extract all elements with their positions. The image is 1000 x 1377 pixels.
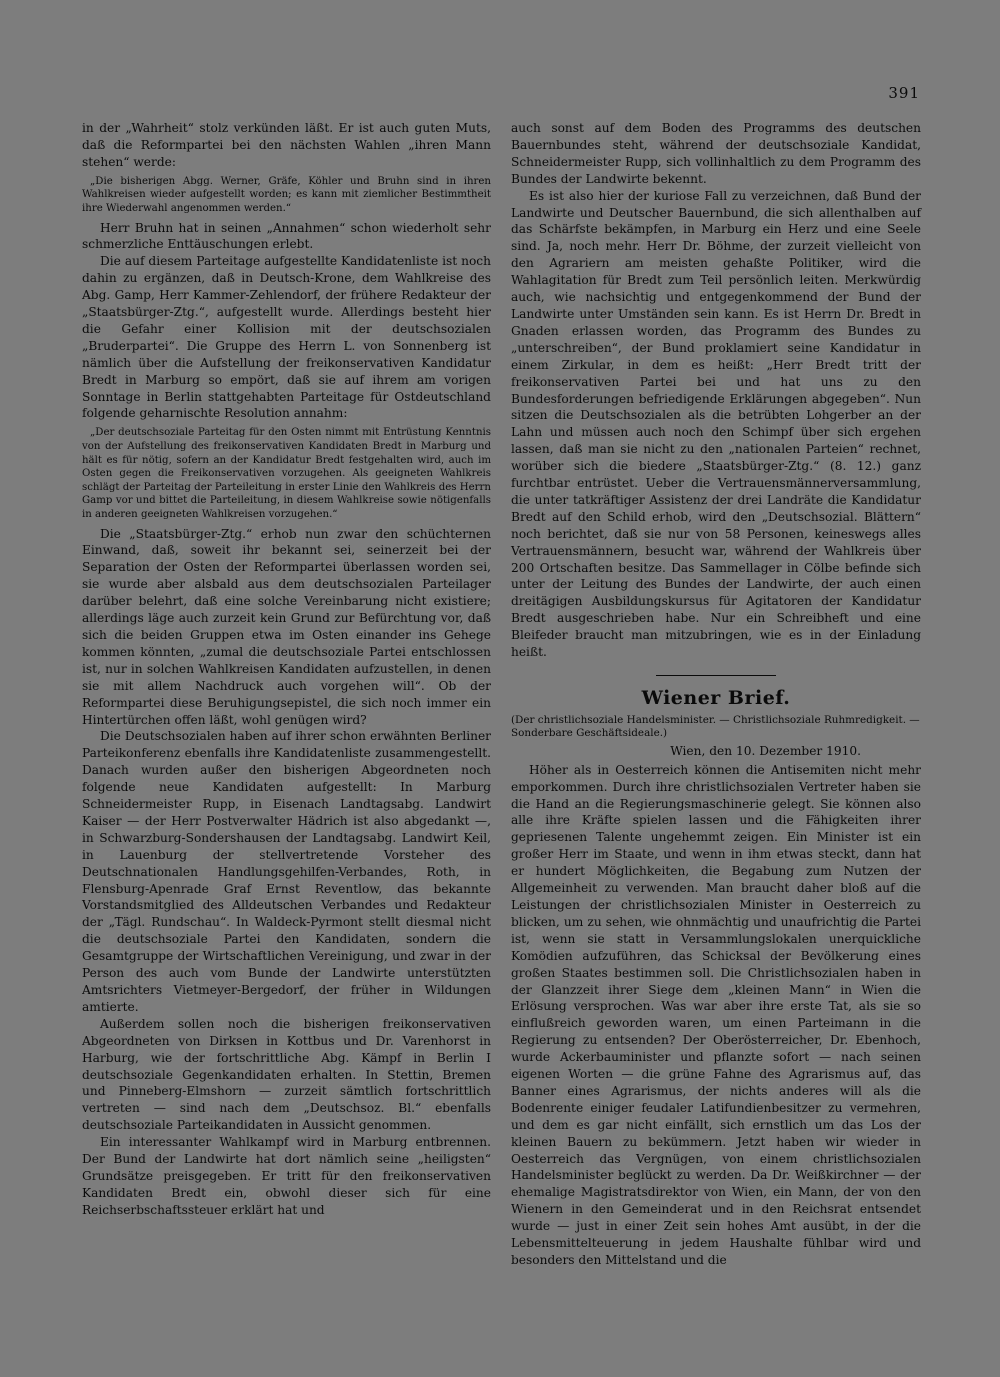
paragraph: auch sonst auf dem Boden des Programms des deutschen Bauernbundes steht, während der deutschsoziale Kandidat, Schneidermeister Rupp, sich vollinhaltlich zu dem Programm des Bundes der Landwirte bekennt. <box>511 121 921 186</box>
section-divider <box>656 675 776 676</box>
article-subheading: (Der christlichsoziale Handelsminister. — Christlichsoziale Ruhmredigkeit. — Sonderbare Geschäftsideale.) <box>511 714 920 740</box>
paragraph: Ein interessanter Wahlkampf wird in Marburg entbrennen. Der Bund der Landwirte hat dort nämlich seine „heiligsten“ Grundsätze preisgegeben. Er tritt für den freikonservativen Kandidaten Bredt ein, obwohl dieser sich für eine Reichserbschaftssteuer erklärt hat und <box>82 1135 491 1217</box>
paragraph: Die Deutschsozialen haben auf ihrer schon erwähnten Berliner Parteikonferenz ebenfalls ihre Kandidatenliste zusammengestellt. Danach wurden außer den bisherigen Abgeordneten noch folgende neue Kandidaten aufgestellt: In Marburg Schneidermeister Rupp, in Eisenach Landtagsabg. Landwirt Kaiser — der Herr Postverwalter Hädrich ist also abgedankt —, in Schwarzburg-Sondershausen der Landtagsabg. Landwirt Keil, in Lauenburg der stellvertretende Vorsteher des Deutschnationalen Handlungsgehilfen-Verbandes, Roth, in Flensburg-Apenrade Graf Ernst Reventlow, das bekannte Vorstandsmitglied des Alldeutschen Verbandes und Redakteur der „Tägl. Rundschau“. In Waldeck-Pyrmont stellt diesmal nicht die deutschsoziale Partei den Kandidaten, sondern die Gesamtgruppe der Wirtschaftlichen Vereinigung, und zwar in der Person des auch vom Bunde der Landwirte unterstützten Amtsrichters Vietmeyer-Bergedorf, der früher in Wildungen amtierte. <box>82 729 491 1014</box>
paragraph: Höher als in Oesterreich können die Antisemiten nicht mehr emporkommen. Durch ihre christlichsozialen Vertreter haben sie die Hand an die Regierungsmaschinerie gelegt. Sie können also alle ihre Kräfte spielen lassen und die Fähigkeiten ihrer gepriesenen Talente ungehemmt zeigen. Ein Minister ist ein großer Herr im Staate, und wenn in ihm etwas steckt, dann hat er hundert Möglichkeiten, die Begabung zum Nutzen der Allgemeinheit zu verwenden. Man braucht daher bloß auf die Leistungen der christlichsozialen Minister in Oesterreich zu blicken, um zu sehen, wie ohnmächtig und unaufrichtig die Partei ist, wenn sie statt in Versammlungslokalen unerquickliche Komödien aufzuführen, das Schicksal der Bevölkerung eines großen Staates bestimmen soll. Die Christlichsozialen haben in der Glanzzeit ihrer Siege dem „kleinen Mann“ in Wien die Erlösung versprochen. Was war aber ihre erste Tat, als sie so einflußreich geworden waren, um einen Parteimann in die Regierung zu entsenden? Der Oberösterreicher, Dr. Ebenhoch, wurde Ackerbauminister und pflanzte sofort — nach seinen eigenen Worten — die grüne Fahne des Agrarismus auf, das Banner eines Agrarismus, der nichts anderes will als die Bodenrente einiger feudaler Latifundienbesitzer zu vermehren, und dem es gar nicht einfällt, sich ernstlich um das Los der kleinen Bauern zu bekümmern. Jetzt haben wir wieder in Oesterreich das Vergnügen, von einem christlichsozialen Handelsminister beglückt zu werden. Da Dr. Weißkirchner — der ehemalige Magistratsdirektor von Wien, ein Mann, der von den Wienern in den Gemeinderat und in den Reichsrat entsendet wurde — just in einer Zeit sein hohes Amt ausübt, in der die Lebensmittelteuerung in jedem Haushalte fühlbar wird und besonders den Mittelstand und die <box>511 762 921 1267</box>
article-heading: Wiener Brief. <box>641 687 791 709</box>
paragraph: Außerdem sollen noch die bisherigen freikonservativen Abgeordneten von Dirksen in Kottbus und Dr. Varenhorst in Harburg, wie der fortschrittliche Abg. Kämpf in Berlin I deutschsoziale Gegenkandidaten erhalten. In Stettin, Bremen und Pinneberg-Elmshorn — zurzeit sämtlich fortschrittlich vertreten — sind nach dem „Deutschsoz. Bl.“ ebenfalls deutschsoziale Parteikandidaten in Aussicht genommen. <box>82 1016 491 1133</box>
paragraph: in der „Wahrheit“ stolz verkünden läßt. Er ist auch guten Muts, daß die Reformpartei bei den nächsten Wahlen „ihren Mann stehen“ werde: <box>82 121 491 169</box>
paragraph: Herr Bruhn hat in seinen „Annahmen“ schon wiederholt sehr schmerzliche Enttäuschungen erlebt. <box>82 220 491 252</box>
quotation: „Die bisherigen Abgg. Werner, Gräfe, Köhler und Bruhn sind in ihren Wahlkreisen wieder aufgestellt worden; es kann mit ziemlicher Bestimmtheit ihre Wiederwahl angenommen werden.“ <box>82 175 491 214</box>
paragraph: Es ist also hier der kuriose Fall zu verzeichnen, daß Bund der Landwirte und Deutscher Bauernbund, die sich allenthalben auf das Schärfste bekämpfen, in Marburg ein Herz und eine Seele sind. Ja, noch mehr. Herr Dr. Böhme, der zurzeit vielleicht von den Agrariern am meisten gehaßte Politiker, wird die Wahlagitation für Bredt zum Teil persönlich leiten. Merkwürdig auch, wie nachsichtig und entgegenkommend der Bund der Landwirte unter Umständen sein kann. Es ist Herrn Dr. Bredt in Gnaden erlassen worden, das Programm des Bundes zu „unterschreiben“, der Bund proklamiert seine Kandidatur in einem Zirkular, in dem es heißt: „Herr Bredt tritt der freikonservativen Partei bei und hat uns zu den Bundesforderungen befriedigende Erklärungen abgegeben“. Nun sitzen die Deutschsozialen als die betrübten Lohgerber an der Lahn und müssen auch noch den Schimpf über sich ergehen lassen, daß man sie nicht zu den „nationalen Parteien“ rechnet, worüber sich die biedere „Staatsbürger-Ztg.“ (8. 12.) ganz furchtbar entrüstet. Ueber die Vertrauensmännerversammlung, die unter tatkräftiger Assistenz der drei Landräte die Kandidatur Bredt auf den Schild erhob, wird den „Deutschsozial. Blättern“ noch berichtet, daß sie nur von 58 Personen, keineswegs alles Vertrauensmännern, besucht war, während der Wahlkreis über 200 Ortschaften besitze. Das Sammellager in Cölbe befinde sich unter der Leitung des Bundes der Landwirte, der auch einen dreitägigen Ausbildungskursus für Agitatoren der Kandidatur Bredt ausgeschrieben habe. Nur ein Schreibheft und eine Bleifeder braucht man mitzubringen, wie es in der Einladung heißt. <box>511 188 921 660</box>
article-dateline: Wien, den 10. Dezember 1910. <box>670 743 861 758</box>
left-column <box>82 120 491 1219</box>
paragraph: Die auf diesem Parteitage aufgestellte Kandidatenliste ist noch dahin zu ergänzen, daß in Deutsch-Krone, dem Wahlkreise des Abg. Gamp, Herr Kammer-Zehlendorf, der frühere Redakteur der „Staatsbürger-Ztg.“, aufgestellt wurde. Allerdings besteht hier die Gefahr einer Kollision mit der deutschsozialen „Bruderpartei“. Die Gruppe des Herrn L. von Sonnenberg ist nämlich über die Aufstellung der freikonservativen Kandidatur Bredt in Marburg so empört, daß sie auf ihrem am vorigen Sonntage in Berlin stattgehabten Parteitage für Ostdeutschland folgende geharnischte Resolution annahm: <box>82 254 491 421</box>
right-column <box>511 120 921 1269</box>
paragraph: Die „Staatsbürger-Ztg.“ erhob nun zwar den schüchternen Einwand, daß, soweit ihr bekannt sei, seinerzeit bei der Separation der Osten der Reformpartei überlassen worden sei, sie wurde aber alsbald aus dem deutschsozialen Parteilager darüber belehrt, daß eine solche Vereinbarung nicht existiere; allerdings läge auch zurzeit kein Grund zur Befürchtung vor, daß sich die beiden Gruppen etwa im Osten einander ins Gehege kommen könnten, „zumal die deutschsoziale Partei entschlossen ist, nur in solchen Wahlkreisen Kandidaten aufzustellen, in denen sie mit allem Nachdruck auch vorgehen will“. Ob der Reformpartei diese Beruhigungsepistel, die sich noch immer ein Hintertürchen offen läßt, wohl genügen wird? <box>82 526 491 727</box>
page-number: 391 <box>888 84 920 102</box>
quotation: „Der deutschsoziale Parteitag für den Osten nimmt mit Entrüstung Kenntnis von der Aufstellung des freikonservativen Kandidaten Bredt in Marburg und hält es für nötig, sofern an der Kandidatur Bredt festgehalten wird, auch im Osten gegen die Freikonservativen vorzugehen. Als geeigneten Wahlkreis schlägt der Parteitag der Parteileitung in erster Linie den Wahlkreis des Herrn Gamp vor und bittet die Parteileitung, in diesem Wahlkreise sowie nötigenfalls in anderen geeigneten Wahlkreisen vorzugehen.“ <box>82 427 491 520</box>
